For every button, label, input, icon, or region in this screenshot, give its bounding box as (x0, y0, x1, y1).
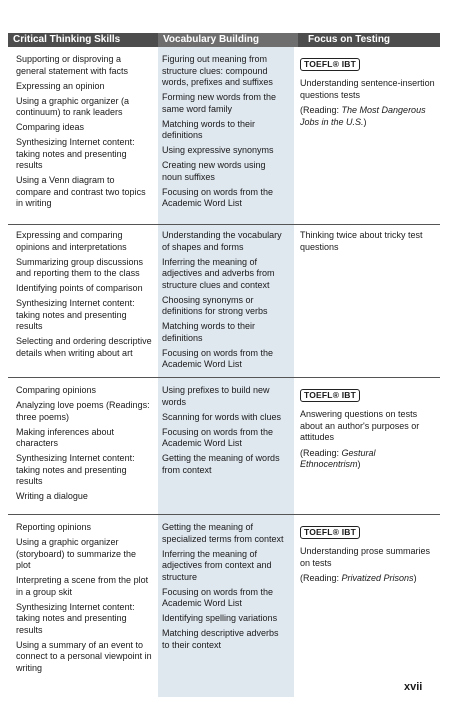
list-item: Using a graphic organizer (storyboard) to summarize the plot (16, 537, 137, 570)
critical-thinking-list (16, 230, 152, 363)
critical-thinking-list (16, 54, 152, 213)
list-item: Summarizing group discussions and reporting them to the class (16, 256, 144, 278)
header-focus-on-testing: Focus on Testing (308, 34, 391, 45)
reading-title: Privatized Prisons (341, 573, 414, 583)
list-item: Analyzing love poems (Readings: three poems) (16, 400, 150, 422)
list-item: Choosing synonyms or definitions for strong verbs (162, 294, 268, 316)
list-item: Supporting or disproving a general statement with facts (16, 54, 129, 76)
testing-text: Understanding sentence-insertion questions tests (300, 78, 435, 100)
vocabulary-list (162, 522, 288, 655)
list-item: Identifying spelling variations (162, 613, 278, 623)
header-vocabulary-building: Vocabulary Building (158, 33, 298, 47)
testing-list (300, 54, 438, 132)
list-item: Focusing on words from the Academic Word List (162, 347, 274, 369)
list-item: Getting the meaning of words from context (162, 453, 280, 475)
list-item: Comparing opinions (16, 385, 97, 395)
list-item: Expressing and comparing opinions and interpretations (16, 230, 127, 252)
reading-prefix: (Reading: (300, 447, 342, 458)
list-item: Reporting opinions (16, 522, 92, 532)
reading-reference (300, 448, 438, 471)
list-item: Getting the meaning of specialized terms from context (162, 522, 284, 544)
list-item: Identifying points of comparison (16, 283, 143, 293)
list-item: Figuring out meaning from structure clues: compound words, prefixes and suffixes (162, 54, 273, 87)
reading-title: The Most Dangerous Jobs in the U.S. (300, 105, 426, 127)
reading-prefix: (Reading: (300, 105, 342, 115)
list-item: Focusing on words from the Academic Word List (162, 186, 274, 208)
vocabulary-list (162, 385, 288, 480)
critical-thinking-list (16, 385, 152, 506)
critical-thinking-list (16, 522, 152, 678)
list-item: Using expressive synonyms (162, 145, 274, 155)
vocabulary-list (162, 230, 288, 374)
reading-suffix: ) (357, 459, 361, 469)
testing-text: Understanding prose summaries on tests (300, 546, 431, 568)
table-header (8, 33, 440, 47)
toefl-ibt-badge: TOEFL® IBT (300, 389, 360, 402)
list-item: Using prefixes to build new words (162, 385, 270, 407)
list-item: Inferring the meaning of adjectives from context and structure (162, 548, 272, 582)
reading-reference (300, 105, 438, 128)
header-critical-thinking: Critical Thinking Skills (13, 34, 121, 45)
list-item: Synthesizing Internet content: taking notes and presenting results (16, 453, 135, 486)
list-item: Focusing on words from the Academic Word List (162, 426, 274, 448)
list-item: Using a Venn diagram to compare and contrast two topics in writing (16, 175, 146, 208)
list-item: Expressing an opinion (16, 80, 105, 91)
section-divider (8, 224, 440, 225)
list-item: Creating new words using noun suffixes (162, 160, 266, 182)
testing-text: Thinking twice about tricky test questions (300, 230, 423, 252)
reading-prefix: (Reading: (300, 573, 342, 583)
list-item: Using a summary of an event to connect to a personal viewpoint in writing (16, 639, 152, 673)
list-item: Writing a dialogue (16, 491, 88, 501)
section-divider (8, 514, 440, 515)
list-item: Synthesizing Internet content: taking notes and presenting results (16, 601, 135, 635)
list-item: Interpreting a scene from the plot in a group skit (16, 575, 149, 597)
list-item: Understanding the vocabulary of shapes and forms (162, 230, 282, 252)
list-item: Matching descriptive adverbs to their context (162, 628, 279, 650)
vocabulary-list (162, 54, 288, 213)
reading-suffix: ) (413, 573, 417, 583)
list-item: Making inferences about characters (16, 426, 115, 448)
list-item: Scanning for words with clues (162, 411, 282, 422)
reading-title: Gestural Ethnocentrism (300, 447, 376, 469)
toefl-ibt-badge: TOEFL® IBT (300, 58, 360, 71)
list-item: Selecting and ordering descriptive details when writing about art (16, 336, 152, 358)
testing-text: Answering questions on tests about an author's purposes or attitudes (300, 409, 420, 442)
list-item: Focusing on words from the Academic Word List (162, 586, 274, 608)
list-item: Synthesizing Internet content: taking notes and presenting results (16, 298, 135, 331)
reading-suffix: ) (363, 116, 367, 127)
list-item: Comparing ideas (16, 122, 85, 132)
list-item: Synthesizing Internet content: taking notes and presenting results (16, 137, 135, 170)
list-item: Matching words to their definitions (162, 321, 256, 343)
toefl-ibt-badge: TOEFL® IBT (300, 526, 360, 539)
testing-list (300, 385, 438, 475)
list-item: Matching words to their definitions (162, 118, 256, 140)
section-divider (8, 377, 440, 378)
testing-list (300, 230, 438, 257)
testing-list (300, 522, 438, 589)
reading-reference (300, 573, 438, 585)
page-number: xvii (404, 681, 423, 693)
list-item: Forming new words from the same word family (162, 92, 277, 114)
list-item: Using a graphic organizer (a continuum) to rank leaders (16, 95, 130, 117)
list-item: Inferring the meaning of adjectives and adverbs from structure clues and context (162, 256, 275, 290)
